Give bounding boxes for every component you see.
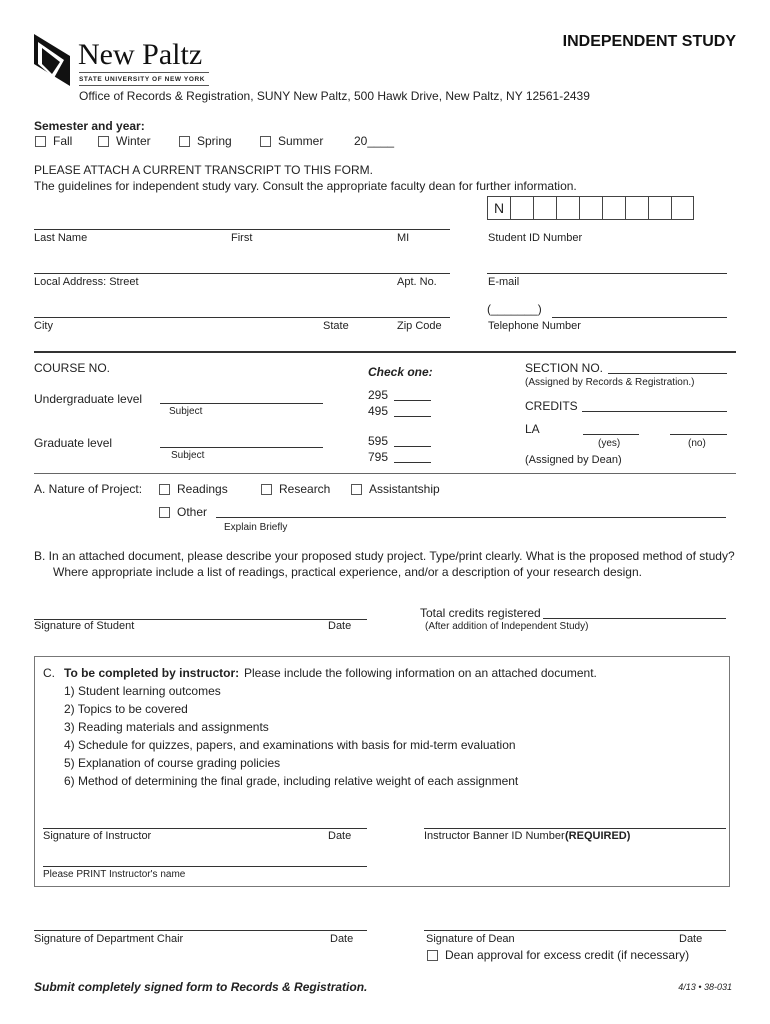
phone-line[interactable] xyxy=(552,317,727,318)
instructor-item-3: 3) Reading materials and assignments xyxy=(64,720,269,734)
section-c-bold: To be completed by instructor: xyxy=(64,666,240,680)
other-label: Other xyxy=(177,505,208,519)
la-no-line[interactable] xyxy=(670,434,727,435)
dean-signature-label: Signature of Dean xyxy=(426,933,515,945)
fall-checkbox[interactable] xyxy=(35,136,46,147)
assigned-dean-label: (Assigned by Dean) xyxy=(525,454,622,466)
phone-area-code[interactable]: (_______) xyxy=(487,302,542,316)
n295-line[interactable] xyxy=(394,400,431,401)
year-field[interactable]: 20____ xyxy=(354,134,395,148)
explain-label: Explain Briefly xyxy=(224,522,288,533)
nature-divider xyxy=(34,473,736,474)
winter-checkbox[interactable] xyxy=(98,136,109,147)
assistantship-checkbox[interactable] xyxy=(351,484,362,495)
section-no-line[interactable] xyxy=(608,373,727,374)
submit-instructions: Submit completely signed form to Records & Registration. xyxy=(34,980,368,994)
instructor-item-1: 1) Student learning outcomes xyxy=(64,684,221,698)
spring-label: Spring xyxy=(197,134,232,148)
banner-id-line[interactable] xyxy=(424,828,726,829)
yes-label: (yes) xyxy=(598,438,621,449)
instructor-item-5: 5) Explanation of course grading policies xyxy=(64,756,281,770)
banner-id-label: Instructor Banner ID Number xyxy=(424,830,565,842)
research-checkbox[interactable] xyxy=(261,484,272,495)
logo-name: New Paltz xyxy=(78,38,203,71)
instructor-signature-label: Signature of Instructor xyxy=(43,830,152,842)
state-label: State xyxy=(323,320,349,332)
first-name-label: First xyxy=(231,232,253,244)
apt-label: Apt. No. xyxy=(397,276,437,288)
readings-checkbox[interactable] xyxy=(159,484,170,495)
instructor-print-name-line[interactable] xyxy=(43,866,367,867)
instructor-item-6: 6) Method of determining the final grade, including relative weight of each assignment xyxy=(64,774,519,788)
undergrad-subject-line[interactable] xyxy=(160,403,323,404)
spring-checkbox[interactable] xyxy=(179,136,190,147)
zip-label: Zip Code xyxy=(397,320,442,332)
semester-label: Semester and year: xyxy=(34,119,145,133)
instructor-item-4: 4) Schedule for quizzes, papers, and examinations with basis for mid-term evaluation xyxy=(64,738,516,752)
logo-subtitle: STATE UNIVERSITY OF NEW YORK xyxy=(79,76,206,83)
transcript-notice: PLEASE ATTACH A CURRENT TRANSCRIPT TO THIS FORM. xyxy=(34,163,373,177)
new-paltz-logo-icon xyxy=(34,34,70,86)
credits-line[interactable] xyxy=(582,411,727,412)
n495-line[interactable] xyxy=(394,416,431,417)
student-id-label: Student ID Number xyxy=(488,232,583,244)
summer-label: Summer xyxy=(278,134,324,148)
office-address: Office of Records & Registration, SUNY New Paltz, 500 Hawk Drive, New Paltz, NY 12561-2439 xyxy=(79,89,590,103)
dean-approval-checkbox[interactable] xyxy=(427,950,438,961)
telephone-label: Telephone Number xyxy=(488,320,581,332)
city-line[interactable] xyxy=(34,317,450,318)
student-signature-label: Signature of Student xyxy=(34,620,135,632)
course-divider xyxy=(34,351,736,353)
after-label: (After addition of Independent Study) xyxy=(425,621,589,632)
name-line[interactable] xyxy=(34,229,450,230)
guidelines-notice: The guidelines for independent study vary. Consult the appropriate faculty dean for further information. xyxy=(34,179,577,193)
instructor-date-label: Date xyxy=(328,830,352,842)
address-line[interactable] xyxy=(34,273,450,274)
check-one-label: Check one: xyxy=(368,365,433,379)
n795-label: 795 xyxy=(368,450,389,464)
credits-label: CREDITS xyxy=(525,399,578,413)
section-no-label: SECTION NO. xyxy=(525,361,604,375)
section-b-line1: B. In an attached document, please describe your proposed study project. Type/print clearly. What is the proposed method of study? xyxy=(34,549,735,563)
print-name-label: Please PRINT Instructor's name xyxy=(43,869,186,880)
la-yes-line[interactable] xyxy=(583,434,639,435)
dean-approval-label: Dean approval for excess credit (if necessary) xyxy=(445,948,690,962)
section-c-rest: Please include the following information on an attached document. xyxy=(244,666,597,680)
dean-signature-line[interactable] xyxy=(424,930,726,931)
instructor-item-2: 2) Topics to be covered xyxy=(64,702,188,716)
undergrad-label: Undergraduate level xyxy=(34,392,143,406)
other-line[interactable] xyxy=(216,517,726,518)
n295-label: 295 xyxy=(368,388,389,402)
section-c-prefix: C. xyxy=(43,666,55,680)
chair-signature-label: Signature of Department Chair xyxy=(34,933,184,945)
instructor-signature-line[interactable] xyxy=(43,828,367,829)
fall-label: Fall xyxy=(53,134,73,148)
grad-subject-label: Subject xyxy=(171,450,205,461)
id-prefix: N xyxy=(488,197,511,219)
nature-label: A. Nature of Project: xyxy=(34,482,143,496)
chair-signature-line[interactable] xyxy=(34,930,367,931)
n595-line[interactable] xyxy=(394,446,431,447)
dean-date-label: Date xyxy=(679,933,703,945)
student-id-boxes[interactable] xyxy=(487,196,694,220)
n495-label: 495 xyxy=(368,404,389,418)
summer-checkbox[interactable] xyxy=(260,136,271,147)
other-checkbox[interactable] xyxy=(159,507,170,518)
no-label: (no) xyxy=(688,438,706,449)
last-name-label: Last Name xyxy=(34,232,88,244)
total-credits-line[interactable] xyxy=(543,618,726,619)
assistantship-label: Assistantship xyxy=(369,482,440,496)
mi-label: MI xyxy=(397,232,410,244)
total-credits-label: Total credits registered xyxy=(420,606,541,620)
section-b-line2: Where appropriate include a list of readings, practical experience, and/or a description of your research design. xyxy=(53,565,642,579)
email-line[interactable] xyxy=(487,273,727,274)
form-code: 4/13 • 38-031 xyxy=(678,982,732,992)
n595-label: 595 xyxy=(368,434,389,448)
banner-required-label: (REQUIRED) xyxy=(565,830,631,842)
undergrad-subject-label: Subject xyxy=(169,406,203,417)
readings-label: Readings xyxy=(177,482,228,496)
grad-subject-line[interactable] xyxy=(160,447,323,448)
city-label: City xyxy=(34,320,53,332)
research-label: Research xyxy=(279,482,331,496)
course-no-label: COURSE NO. xyxy=(34,361,111,375)
section-note: (Assigned by Records & Registration.) xyxy=(525,377,695,388)
chair-date-label: Date xyxy=(330,933,354,945)
la-label: LA xyxy=(525,422,540,436)
form-title: INDEPENDENT STUDY xyxy=(562,33,736,50)
student-date-label: Date xyxy=(328,620,352,632)
n795-line[interactable] xyxy=(394,462,431,463)
email-label: E-mail xyxy=(488,276,520,288)
local-address-label: Local Address: Street xyxy=(34,276,139,288)
winter-label: Winter xyxy=(116,134,151,148)
grad-label: Graduate level xyxy=(34,436,113,450)
